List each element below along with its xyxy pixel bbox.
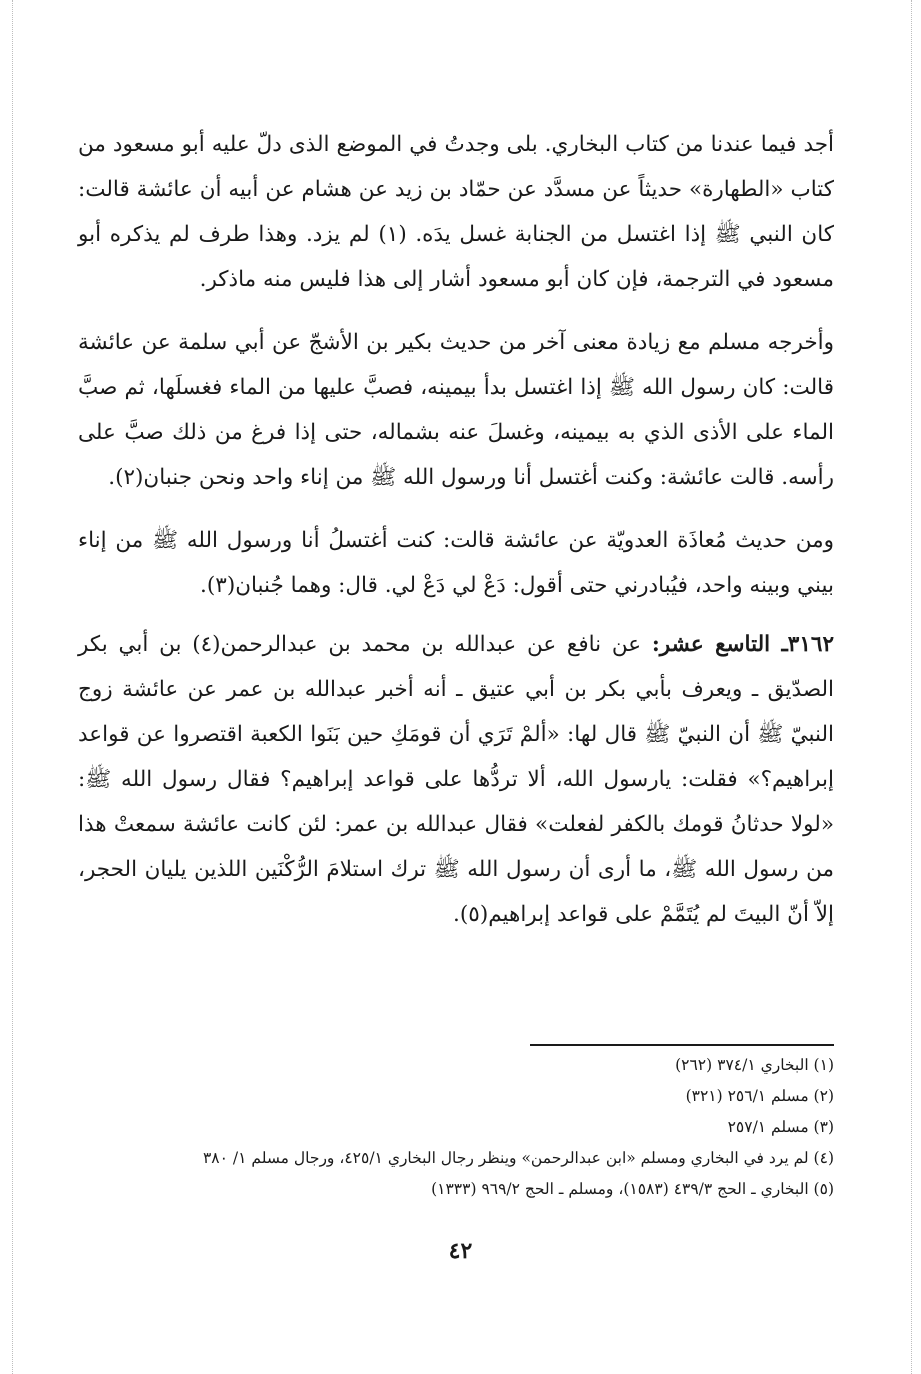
footnotes [150, 1050, 834, 1205]
footnote-1: (١) البخاري ٣٧٤/١ (٢٦٢) [675, 1056, 834, 1074]
paragraph-2: وأخرجه مسلم مع زيادة معنى آخر من حديث بكير بن الأشجّ عن أبي سلمة عن عائشة قالت: كان رسول الله ﷺ إذا اغتسل بدأ بيمينه، فصبَّ عليها من الماء فغسلَها، ثم صبَّ الماء على الأذى الذي به بيمينه، وغسلَ عنه بشماله، حتى إذا فرغ من ذلك صبَّ على رأسه. قالت عائشة: وكنت أغتسل أنا ورسول الله ﷺ من إناء واحد ونحن جنبان(٢). [78, 330, 834, 490]
footnote-2: (٢) مسلم ٢٥٦/١ (٣٢١) [685, 1087, 834, 1105]
paragraph-3: ومن حديث مُعاذَة العدويّة عن عائشة قالت: كنت أغتسلُ أنا ورسول الله ﷺ من إناء بيني وبينه واحد، فيُبادرني حتى أقول: دَعْ لي دَعْ لي. قال: وهما جُنبان(٣). [78, 528, 834, 598]
main-text [78, 122, 834, 955]
footnote-separator [530, 1044, 834, 1046]
scan-margin-left [12, 0, 14, 1374]
scan-margin-right [911, 0, 913, 1374]
hadith-heading: ـ التاسع عشر: [651, 632, 788, 657]
footnote-4: (٤) لم يرد في البخاري ومسلم «ابن عبدالرحمن» وينظر رجال البخاري ٤٢٥/١، ورجال مسلم ١/ ٣٨٠ [202, 1149, 834, 1167]
footnote-3: (٣) مسلم ٢٥٧/١ [727, 1118, 834, 1136]
hadith-entry [78, 622, 834, 937]
hadith-text: عن نافع عن عبدالله بن محمد بن عبدالرحمن(٤) بن أبي بكر الصدّيق ـ ويعرف بأبي بكر بن أبي عتيق ـ أنه أخبر عبدالله بن عمر عن عائشة زوج النبيّ ﷺ أن النبيّ ﷺ قال لها: «ألمْ تَرَي أن قومَكِ حين بَنَوا الكعبة اقتصروا عن قواعد إبراهيم؟» فقلت: يارسول الله، ألا تردُّها على قواعد إبراهيم؟ فقال رسول الله ﷺ: «لولا حدثانُ قومك بالكفر لفعلت» فقال عبدالله بن عمر: لئن كانت عائشة سمعتْ هذا من رسول الله ﷺ، ما أرى أن رسول الله ﷺ ترك استلامَ الرُّكْنَين اللذين يليان الحجر، إلاّ أنّ البيتَ لم يُتَمَّمْ على قواعد إبراهيم(٥). [78, 632, 834, 927]
paragraph-1: أجد فيما عندنا من كتاب البخاري. بلى وجدتُ في الموضع الذى دلّ عليه أبو مسعود من كتاب «الطهارة» حديثاً عن مسدَّد عن حمّاد بن زيد عن هشام عن أبيه أن عائشة قالت: كان النبي ﷺ إذا اغتسل من الجنابة غسل يدَه. (١) لم يزد. وهذا طرف لم يذكره أبو مسعود في الترجمة، فإن كان أبو مسعود أشار إلى هذا فليس منه ماذكر. [78, 132, 835, 292]
page-number: ٤٢ [448, 1238, 473, 1264]
footnote-5: (٥) البخاري ـ الحج ٤٣٩/٣ (١٥٨٣)، ومسلم ـ الحج ٩٦٩/٢ (١٣٣٣) [431, 1180, 834, 1198]
hadith-number: ٣١٦٢ [787, 632, 834, 657]
